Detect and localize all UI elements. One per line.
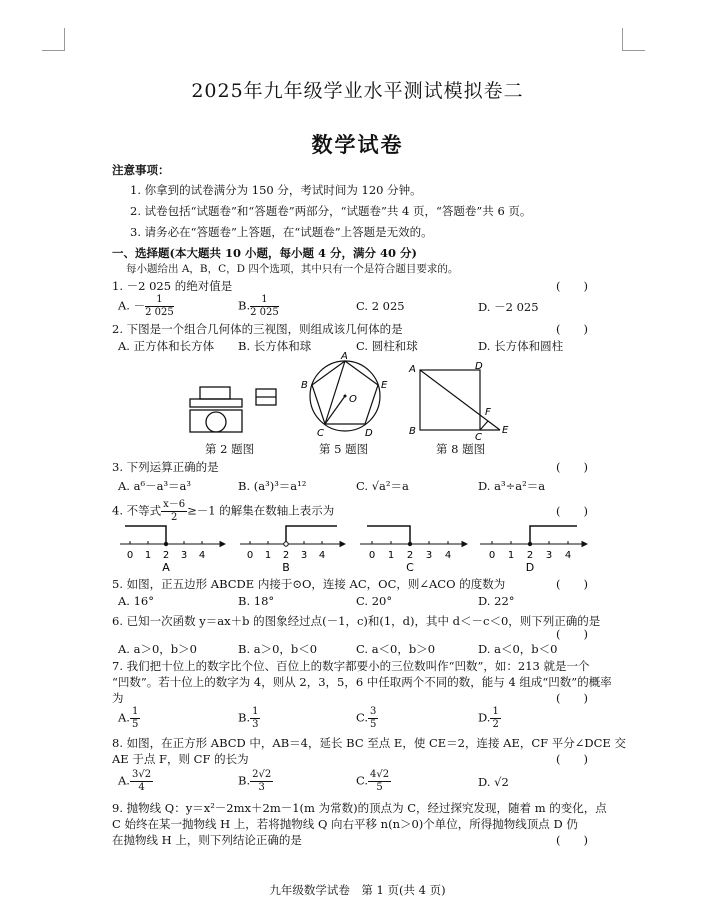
- q8-answer-paren: ( ): [556, 752, 588, 766]
- q5-option-d: D. 22°: [478, 594, 515, 608]
- sq-label-d: D: [475, 361, 483, 372]
- pent-label-e: E: [381, 380, 388, 391]
- q1-option-d: D. －2 025: [478, 300, 539, 314]
- q1-option-a: A. － $\frac{1}{2 025}$: [118, 294, 174, 318]
- q4-option-b-label: B: [282, 561, 290, 572]
- figure-5-caption: 第 5 题图: [319, 442, 369, 456]
- q4-answer-paren: ( ): [556, 504, 588, 518]
- q8-option-d: D. √2: [478, 775, 509, 789]
- q4-number-line-d: [480, 526, 587, 546]
- q4-b-tick-1: 1: [264, 550, 272, 561]
- notice-heading: 注意事项：: [112, 163, 170, 177]
- q5-answer-paren: ( ): [556, 577, 588, 591]
- figure-2-caption: 第 2 题图: [205, 442, 255, 456]
- q3-option-a: A. a⁶－a³＝a³: [118, 479, 192, 493]
- q8-option-a: A. $\frac{3√2}{4}$: [118, 769, 152, 793]
- q4-d-tick-4: 4: [564, 550, 572, 561]
- q8-line-2: AE 于点 F，则 CF 的长为: [112, 752, 249, 766]
- q8-line-1: 8. 如图，在正方形 ABCD 中，AB＝4，延长 BC 至点 E，使 CE＝2，连接 AE，CF 平分∠DCE 交: [112, 736, 626, 750]
- q1-option-b: B. $\frac{1}{2 025}$: [238, 294, 279, 318]
- q4-number-line-c: [360, 526, 467, 546]
- pent-label-c: C: [317, 428, 324, 439]
- pent-label-a: A: [341, 351, 348, 362]
- q2-stem: 2. 下图是一个组合几何体的三视图，则组成该几何体的是: [112, 322, 403, 336]
- figure-8-square: [405, 360, 515, 440]
- q4-c-tick-3: 3: [425, 550, 433, 561]
- q4-d-tick-1: 1: [507, 550, 515, 561]
- sq-label-c: C: [475, 432, 482, 440]
- subject-title: 数学试卷: [311, 132, 404, 157]
- q3-answer-paren: ( ): [556, 460, 588, 474]
- q5-option-c: C. 20°: [356, 594, 393, 608]
- q4-b-tick-3: 3: [300, 550, 308, 561]
- q4-c-tick-0: 0: [368, 550, 376, 561]
- q8-option-c: C. $\frac{4√2}{5}$: [356, 769, 390, 793]
- q9-line-1: 9. 抛物线 Q：y＝x²－2mx＋2m－1(m 为常数)的顶点为 C，经过探究发现，随着 m 的变化，点: [112, 801, 607, 815]
- q1-stem: 1. －2 025 的绝对值是: [112, 279, 233, 293]
- pent-label-o: O: [349, 394, 357, 405]
- q3-option-d: D. a³÷a²＝a: [478, 479, 546, 493]
- notice-item-2: 2. 试卷包括“试题卷”和“答题卷”两部分，“试题卷”共 4 页，“答题卷”共 6 页。: [130, 204, 532, 218]
- q4-c-tick-1: 1: [387, 550, 395, 561]
- q9-line-3: 在抛物线 H 上，则下列结论正确的是: [112, 833, 302, 847]
- q7-line-3: 为: [112, 691, 124, 705]
- page-footer: 九年级数学试卷 第 1 页(共 4 页): [269, 883, 446, 897]
- q4-b-tick-4: 4: [318, 550, 326, 561]
- q7-line-2: “凹数”。若十位上的数字为 4，则从 2，3，5，6 中任取两个不同的数，能与 4 组成“凹数”的概率: [112, 675, 612, 689]
- q4-a-tick-1: 1: [144, 550, 152, 561]
- q3-option-c: C. √a²＝a: [356, 479, 409, 493]
- q7-option-d: D. $\frac{1}{2}$: [478, 706, 499, 730]
- q4-c-tick-4: 4: [444, 550, 452, 561]
- q2-answer-paren: ( ): [556, 322, 588, 336]
- crop-mark-top-right: [622, 28, 645, 51]
- crop-mark-top-left: [42, 28, 65, 51]
- pent-label-b: B: [301, 380, 308, 391]
- q4-b-tick-2: 2: [282, 550, 290, 561]
- q6-option-a: A. a＞0，b＞0: [118, 642, 197, 656]
- pent-label-d: D: [365, 428, 373, 439]
- q4-d-tick-0: 0: [488, 550, 496, 561]
- q6-option-b: B. a＞0，b＜0: [238, 642, 318, 656]
- q7-option-a: A. $\frac{1}{5}$: [118, 706, 139, 730]
- q2-option-d: D. 长方体和圆柱: [478, 339, 564, 353]
- q4-a-tick-4: 4: [198, 550, 206, 561]
- q7-answer-paren: ( ): [556, 691, 588, 705]
- sq-label-e: E: [502, 425, 509, 436]
- q4-number-line-b: [240, 526, 345, 546]
- q2-option-b: B. 长方体和球: [238, 339, 312, 353]
- q8-option-b: B. $\frac{2√2}{3}$: [238, 769, 272, 793]
- figure-2-three-views: [180, 380, 290, 440]
- sq-label-b: B: [409, 426, 416, 437]
- sq-label-f: F: [485, 407, 491, 418]
- q4-option-d-label: D: [525, 561, 535, 572]
- q9-answer-paren: ( ): [556, 833, 588, 847]
- q7-option-b: B. $\frac{1}{3}$: [238, 706, 259, 730]
- q3-option-b: B. (a³)³＝a¹²: [238, 479, 307, 493]
- notice-item-3: 3. 请务必在“答题卷”上答题，在“试题卷”上答题是无效的。: [130, 225, 433, 239]
- figure-5-pentagon: [295, 350, 395, 440]
- q7-option-c: C. $\frac{3}{5}$: [356, 706, 377, 730]
- q2-option-a: A. 正方体和长方体: [118, 339, 215, 353]
- q5-stem: 5. 如图，正五边形 ABCDE 内接于⊙O，连接 AC，OC，则∠ACO 的度数为: [112, 577, 506, 591]
- q1-option-c: C. 2 025: [356, 299, 405, 313]
- q4-b-tick-0: 0: [246, 550, 254, 561]
- q9-line-2: C 始终在某一抛物线 H 上，若将抛物线 Q 向右平移 n(n＞0)个单位，所得抛物线顶点 D 仍: [112, 817, 578, 831]
- q4-d-tick-2: 2: [526, 550, 534, 561]
- q1-answer-paren: ( ): [556, 279, 588, 293]
- section-heading: 一、选择题(本大题共 10 小题，每小题 4 分，满分 40 分): [112, 246, 417, 260]
- q4-number-line-a: [120, 526, 225, 546]
- figure-8-caption: 第 8 题图: [436, 442, 486, 456]
- q4-a-tick-3: 3: [180, 550, 188, 561]
- q6-stem: 6. 已知一次函数 y＝ax＋b 的图象经过点(－1，c)和(1，d)，其中 d＜－c＜0，则下列正确的是: [112, 614, 601, 628]
- q4-stem: 4. 不等式 $\frac{x-6}{2}$ ≥－1 的解集在数轴上表示为: [112, 499, 335, 523]
- q3-stem: 3. 下列运算正确的是: [112, 460, 219, 474]
- q4-c-tick-2: 2: [406, 550, 414, 561]
- q5-option-b: B. 18°: [238, 594, 275, 608]
- section-instruction: 每小题给出 A，B，C，D 四个选项，其中只有一个是符合题目要求的。: [126, 263, 459, 275]
- q4-a-tick-2: 2: [162, 550, 170, 561]
- q2-option-c: C. 圆柱和球: [356, 339, 418, 353]
- sq-label-a: A: [409, 364, 416, 375]
- q7-line-1: 7. 我们把十位上的数字比个位、百位上的数字都要小的三位数叫作“凹数”，如：213 就是一个: [112, 659, 590, 673]
- main-title: 2025年九年级学业水平测试模拟卷二: [191, 80, 524, 102]
- q4-number-lines: [115, 520, 595, 572]
- q4-d-tick-3: 3: [545, 550, 553, 561]
- q6-option-c: C. a＜0，b＞0: [356, 642, 436, 656]
- q6-answer-paren: ( ): [556, 627, 588, 641]
- q6-option-d: D. a＜0，b＜0: [478, 642, 558, 656]
- q4-option-c-label: C: [406, 561, 414, 572]
- q4-a-tick-0: 0: [126, 550, 134, 561]
- q4-option-a-label: A: [162, 561, 170, 572]
- q5-option-a: A. 16°: [118, 594, 154, 608]
- notice-item-1: 1. 你拿到的试卷满分为 150 分，考试时间为 120 分钟。: [130, 183, 422, 197]
